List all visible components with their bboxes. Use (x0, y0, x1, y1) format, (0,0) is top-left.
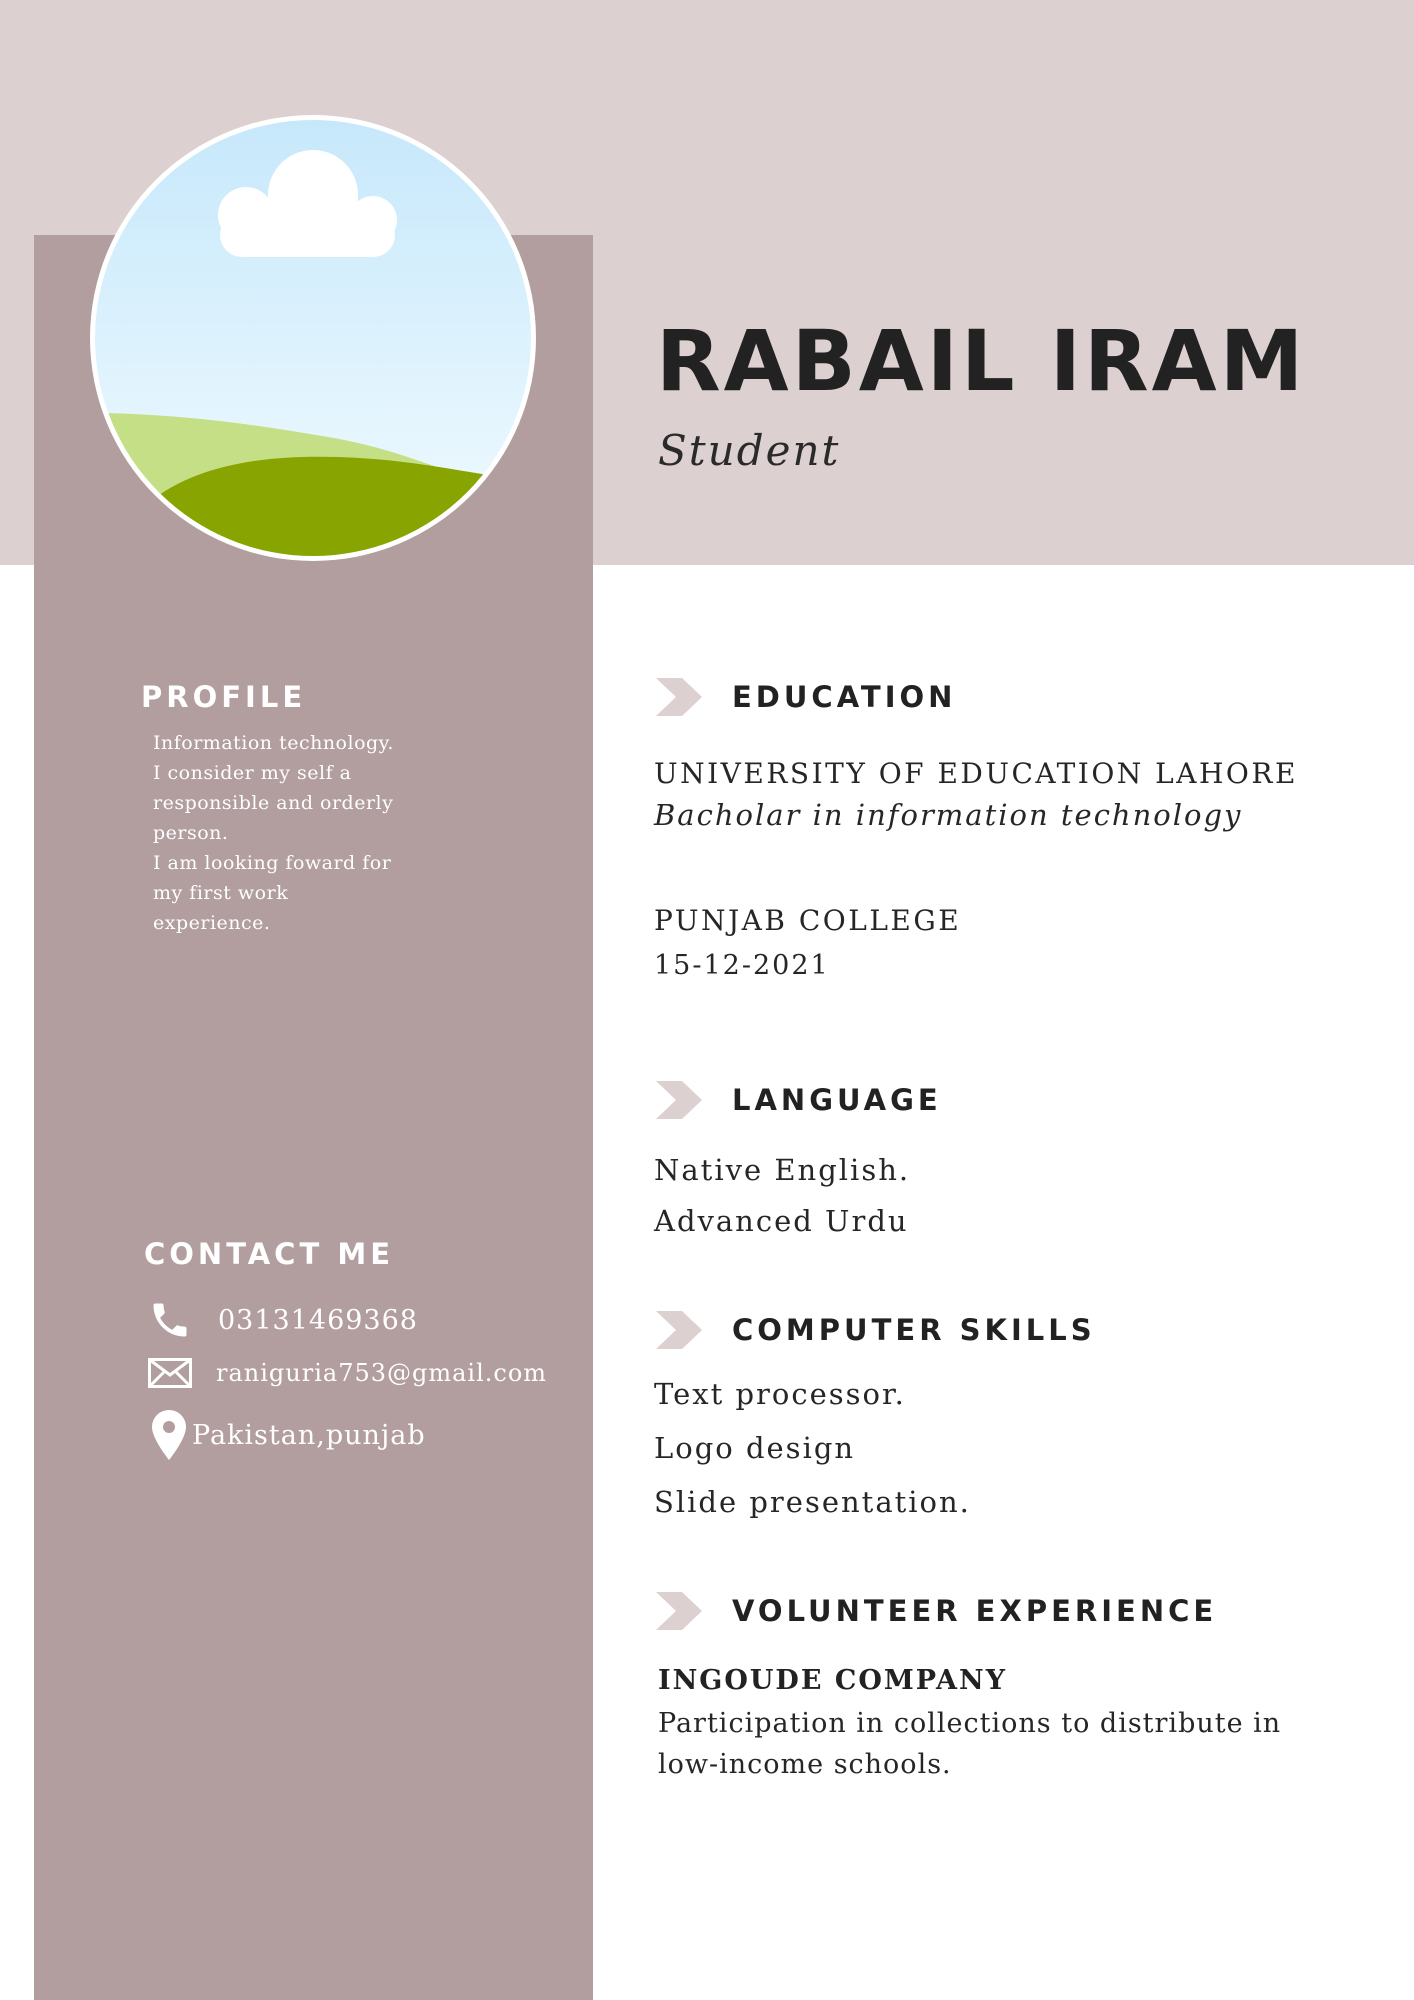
contact-phone-row (148, 1298, 418, 1342)
skills-heading: COMPUTER SKILLS (732, 1313, 1096, 1347)
language-heading: LANGUAGE (732, 1083, 942, 1117)
profile-line: my first work (153, 882, 289, 904)
skill-item: Text processor. (654, 1377, 906, 1411)
chevron-right-icon (656, 678, 702, 716)
email-address[interactable]: raniguria753@gmail.com (216, 1359, 548, 1387)
profile-line: I consider my self a (153, 762, 352, 784)
skill-item: Logo design (654, 1431, 856, 1465)
skill-item: Slide presentation. (654, 1485, 971, 1519)
language-item: Advanced Urdu (654, 1204, 909, 1238)
contact-heading: CONTACT ME (144, 1237, 395, 1271)
email-icon (148, 1358, 192, 1388)
chevron-right-icon (656, 1311, 702, 1349)
phone-number[interactable]: 03131469368 (218, 1304, 418, 1336)
phone-icon (148, 1298, 192, 1342)
profile-heading: PROFILE (141, 680, 307, 714)
contact-location-row (152, 1410, 426, 1460)
profile-summary (153, 728, 453, 938)
applicant-name: RABAIL IRAM (656, 312, 1307, 410)
education-date: 15-12-2021 (654, 950, 830, 981)
profile-line: responsible and orderly (153, 792, 394, 814)
chevron-right-icon (656, 1081, 702, 1119)
chevron-right-icon (656, 1592, 702, 1630)
location-text: Pakistan,punjab (192, 1419, 426, 1451)
education-section-header (656, 678, 956, 716)
language-item: Native English. (654, 1153, 911, 1187)
education-school: UNIVERSITY OF EDUCATION LAHORE (654, 757, 1298, 790)
profile-photo-placeholder (88, 113, 538, 563)
education-school: PUNJAB COLLEGE (654, 904, 962, 937)
education-heading: EDUCATION (732, 680, 957, 714)
volunteer-company: INGOUDE COMPANY (658, 1665, 1007, 1696)
profile-line: person. (153, 822, 229, 844)
profile-line: Information technology. (153, 732, 394, 754)
volunteer-heading: VOLUNTEER EXPERIENCE (732, 1594, 1218, 1628)
language-section-header (656, 1081, 942, 1119)
volunteer-section-header (656, 1592, 1217, 1630)
profile-line: experience. (153, 912, 271, 934)
contact-email-row (148, 1358, 547, 1388)
volunteer-description: Participation in collections to distribute in low-income schools. (658, 1708, 1282, 1780)
education-degree: Bacholar in information technology (654, 798, 1243, 832)
location-pin-icon (152, 1410, 186, 1460)
applicant-role: Student (658, 426, 841, 475)
skills-section-header (656, 1311, 1096, 1349)
profile-line: I am looking foward for (153, 852, 392, 874)
